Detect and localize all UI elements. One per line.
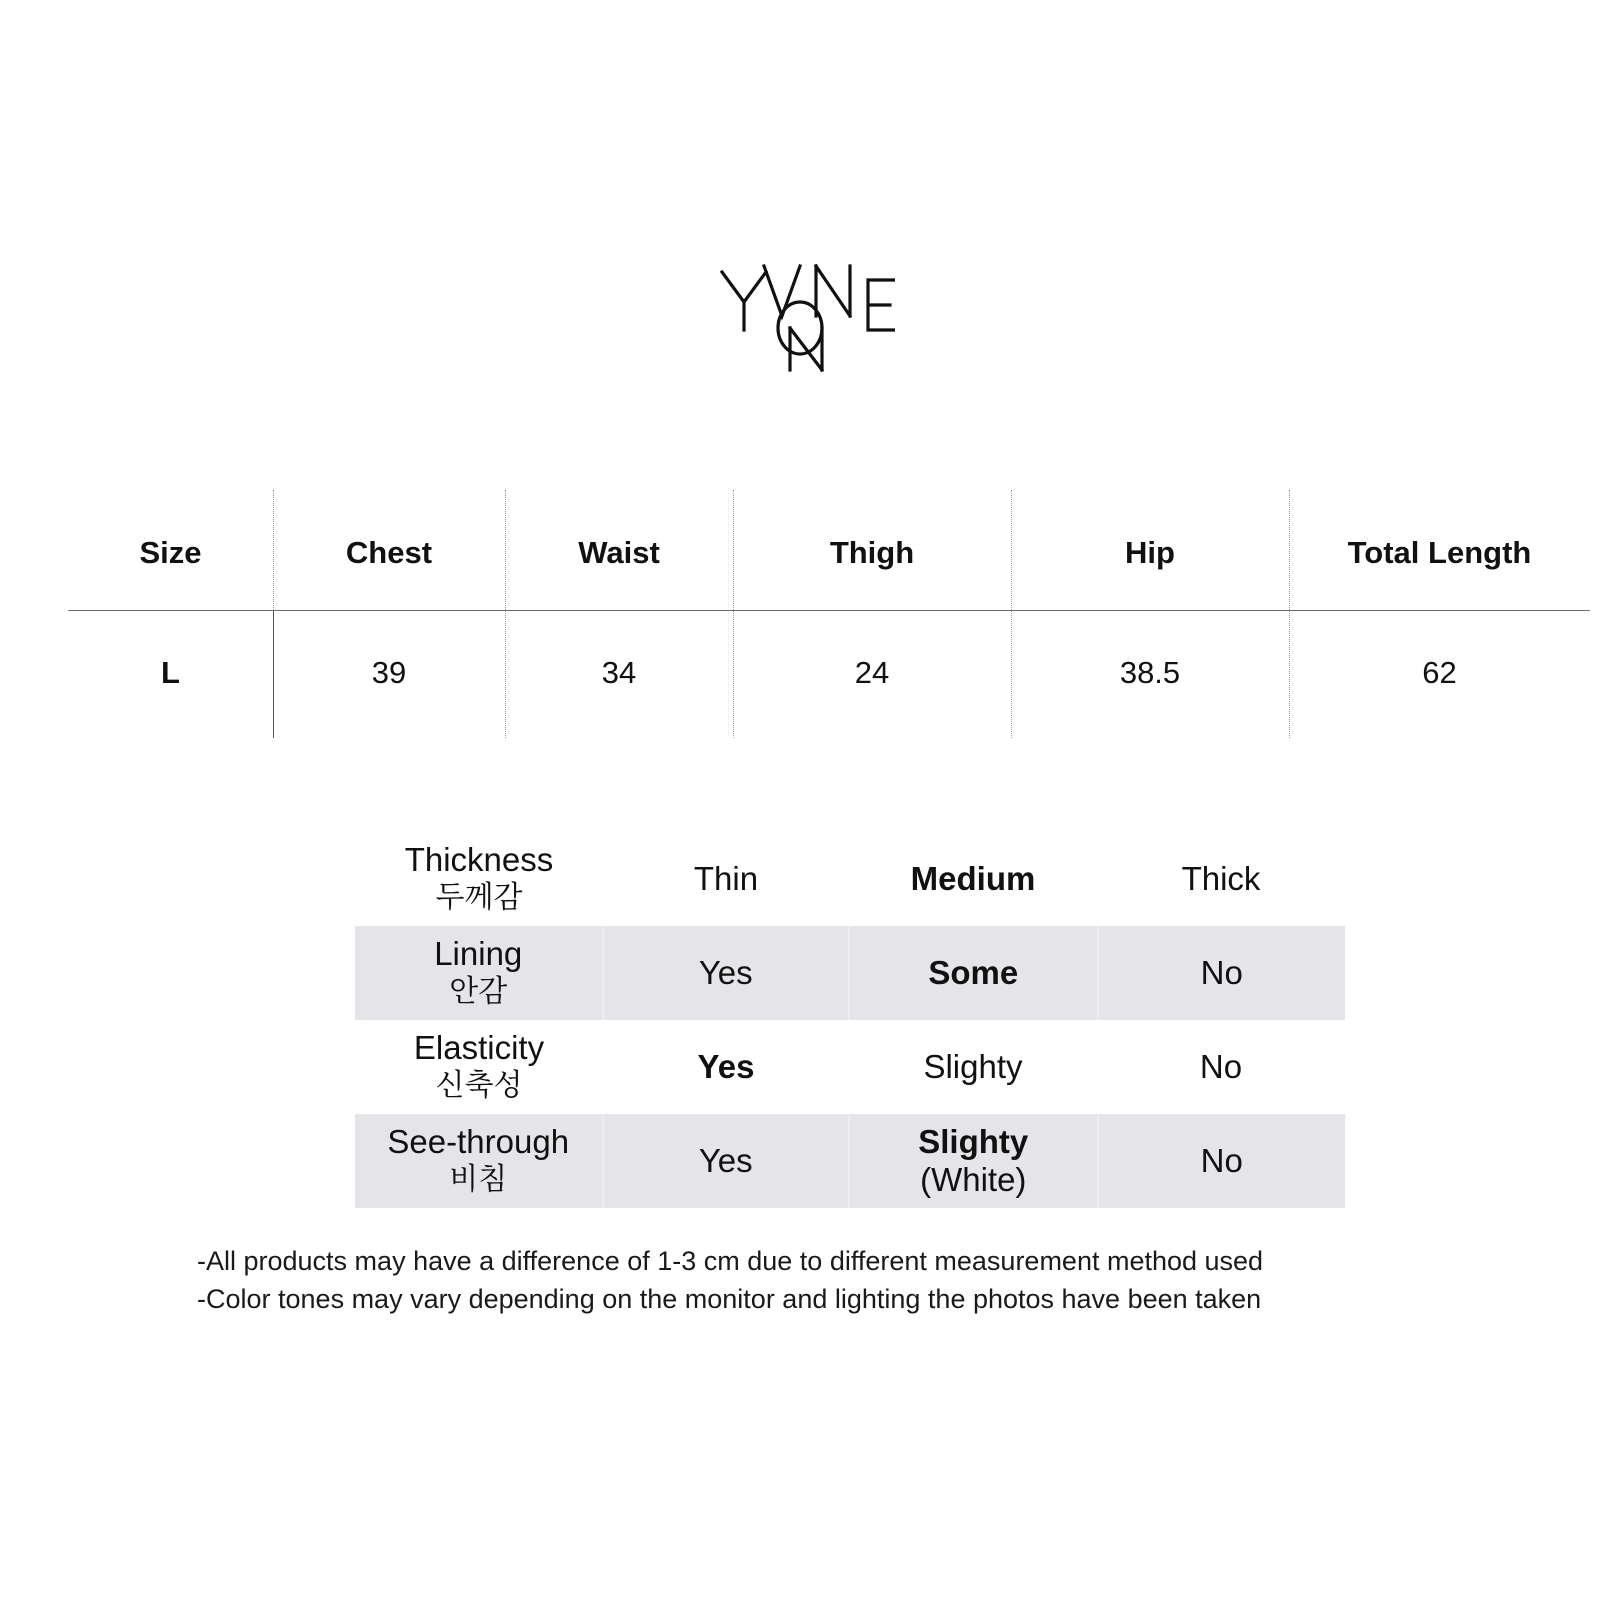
row-hip-value: 38.5 <box>1119 654 1181 690</box>
fabric-label <box>355 1114 602 1208</box>
column-divider <box>505 490 506 738</box>
fabric-option <box>1097 832 1345 926</box>
fabric-label-en: Thickness <box>404 841 554 878</box>
fabric-row-see-through <box>355 1114 1345 1208</box>
row-chest-value: 39 <box>371 654 407 690</box>
brand-logo-mark <box>720 258 895 378</box>
option-text: Thick <box>1181 860 1261 897</box>
fabric-label-ko: 신축성 <box>435 1068 523 1103</box>
fabric-label-en: Elasticity <box>413 1029 545 1066</box>
option-text: Slighty <box>923 1048 1023 1085</box>
option-text: Yes <box>698 1142 753 1179</box>
header-size: Size <box>139 535 202 570</box>
column-divider <box>1011 490 1012 738</box>
size-table-header <box>68 490 1590 611</box>
fabric-label-ko: 두께감 <box>435 880 523 915</box>
fabric-label <box>355 832 603 926</box>
option-text: No <box>1200 954 1243 991</box>
header-thigh: Thigh <box>829 535 915 570</box>
header-chest: Chest <box>345 535 433 570</box>
row-waist-value: 34 <box>601 654 637 690</box>
table-row <box>68 611 1590 738</box>
column-divider <box>733 490 734 738</box>
size-table <box>68 490 1590 738</box>
row-size-value: L <box>161 654 180 690</box>
column-divider <box>273 490 274 738</box>
row-thigh-value: 24 <box>854 654 890 690</box>
note-color: -Color tones may vary depending on the monitor and lighting the photos have been taken <box>197 1284 1262 1314</box>
header-hip: Hip <box>1125 535 1175 570</box>
fabric-label-en: Lining <box>434 935 523 972</box>
option-text: No <box>1200 1142 1243 1179</box>
fabric-option-selected <box>848 1114 1097 1208</box>
fabric-label <box>355 1020 603 1114</box>
option-text: Thin <box>693 860 759 897</box>
note-measurement: -All products may have a difference of 1-3 cm due to different measurement method used <box>197 1246 1264 1276</box>
brand-logo <box>720 258 895 378</box>
fabric-label-ko: 비침 <box>449 1162 508 1197</box>
fabric-label <box>355 926 602 1020</box>
option-text: Yes <box>698 954 753 991</box>
option-text: Slighty <box>918 1123 1029 1160</box>
header-waist: Waist <box>578 535 660 570</box>
fabric-row-lining <box>355 926 1345 1020</box>
column-divider <box>1289 490 1290 738</box>
fabric-option <box>1097 926 1346 1020</box>
row-total-length-value: 62 <box>1422 654 1457 690</box>
option-text: Yes <box>697 1048 755 1085</box>
option-text: No <box>1199 1048 1243 1085</box>
fabric-option <box>1097 1020 1345 1114</box>
fabric-option <box>602 1114 849 1208</box>
header-total-length: Total Length <box>1347 535 1532 570</box>
notes <box>197 1242 1447 1318</box>
fabric-option <box>603 832 849 926</box>
fabric-label-en: See-through <box>387 1123 570 1160</box>
fabric-option-selected <box>848 926 1097 1020</box>
option-text: Some <box>928 954 1019 991</box>
fabric-option-selected <box>849 832 1097 926</box>
fabric-option-selected <box>603 1020 849 1114</box>
fabric-row-thickness <box>355 832 1345 926</box>
fabric-row-elasticity <box>355 1020 1345 1114</box>
option-subtext: (White) <box>920 1161 1027 1198</box>
fabric-label-ko: 안감 <box>449 974 508 1009</box>
fabric-table <box>355 832 1345 1208</box>
option-text: Medium <box>910 860 1036 897</box>
fabric-option <box>1097 1114 1346 1208</box>
fabric-option <box>602 926 849 1020</box>
fabric-option <box>849 1020 1097 1114</box>
